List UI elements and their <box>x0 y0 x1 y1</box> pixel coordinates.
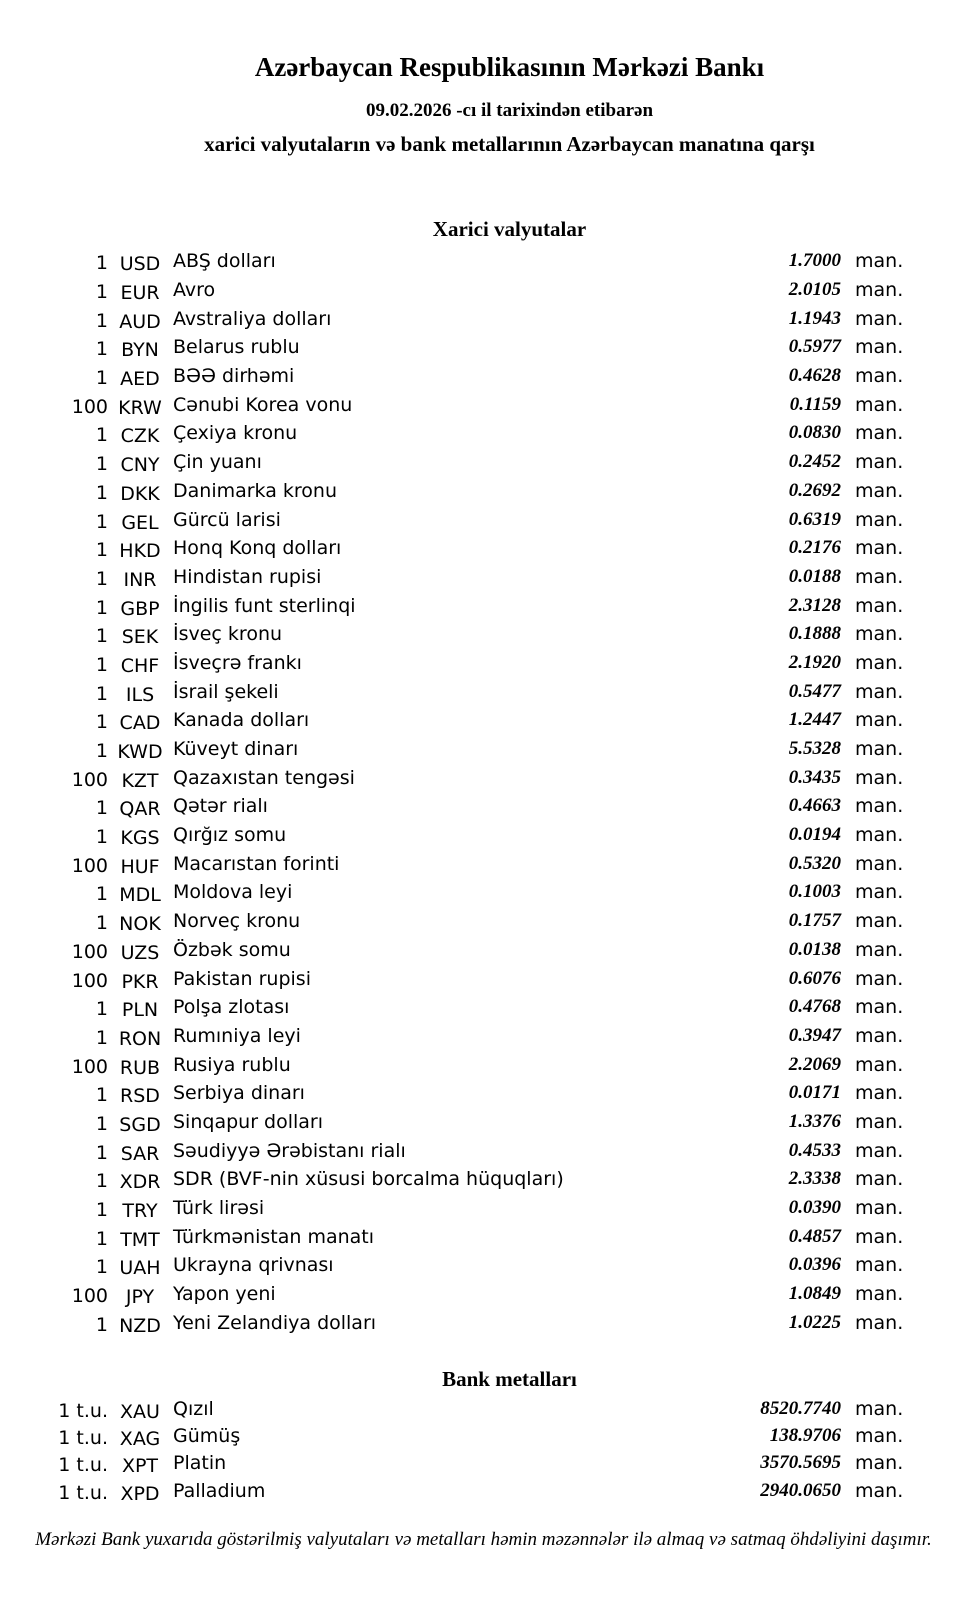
exchange-rate: 0.0194 <box>788 824 841 846</box>
quantity: 1 <box>95 596 108 619</box>
metal-name: Platin <box>173 1452 227 1475</box>
quantity: 1 <box>95 309 108 332</box>
currency-name: Pakistan rupisi <box>173 967 311 990</box>
quantity: 1 <box>95 424 108 447</box>
exchange-rate: 0.5477 <box>788 680 841 702</box>
table-row <box>0 591 967 620</box>
unit-label: man. <box>855 422 904 445</box>
currency-code: QAR <box>119 798 161 821</box>
currency-name: Türk lirəsi <box>173 1197 265 1220</box>
exchange-rate: 8520.7740 <box>760 1397 841 1419</box>
unit-label: man. <box>855 1110 904 1133</box>
unit-label: man. <box>855 279 904 302</box>
currency-code: KRW <box>118 396 162 419</box>
currency-name: Yeni Zelandiya dolları <box>173 1311 377 1334</box>
metal-name: Palladium <box>173 1479 266 1502</box>
quantity: 100 <box>71 969 108 992</box>
unit-label: man. <box>855 1283 904 1306</box>
table-row <box>0 620 967 649</box>
exchange-rate: 1.0225 <box>788 1311 841 1333</box>
currency-name: Rusiya rublu <box>173 1053 291 1076</box>
exchange-rate: 0.2452 <box>788 451 841 473</box>
table-row <box>0 1136 967 1165</box>
currency-name: Kanada dolları <box>173 709 310 732</box>
exchange-rate: 0.6319 <box>788 508 841 530</box>
unit-label: man. <box>855 680 904 703</box>
currency-name: İsveç kronu <box>173 623 283 646</box>
currency-code: SEK <box>121 626 159 649</box>
table-row <box>0 362 967 391</box>
table-row <box>0 390 967 419</box>
currency-code: PLN <box>121 999 159 1022</box>
currency-code: GBP <box>120 597 160 620</box>
exchange-rate: 2.0105 <box>788 279 841 301</box>
table-row <box>0 419 967 448</box>
currency-code: NZD <box>119 1314 161 1337</box>
table-row <box>0 649 967 678</box>
quantity: 1 t.u. <box>58 1427 108 1450</box>
currency-name: Avro <box>173 279 216 302</box>
table-row <box>0 247 967 276</box>
unit-label: man. <box>855 910 904 933</box>
table-row <box>0 677 967 706</box>
currency-code: PKR <box>121 970 159 993</box>
currency-name: Küveyt dinarı <box>173 738 299 761</box>
table-row <box>0 1450 967 1477</box>
currency-code: AED <box>120 368 160 391</box>
table-row <box>0 563 967 592</box>
table-row <box>0 1165 967 1194</box>
exchange-rate: 0.4768 <box>788 996 841 1018</box>
currency-name: Serbiya dinarı <box>173 1082 305 1105</box>
table-row <box>0 1477 967 1504</box>
table-row <box>0 792 967 821</box>
unit-label: man. <box>855 967 904 990</box>
currency-code: CAD <box>119 712 161 735</box>
currency-name: ABŞ dolları <box>173 250 276 273</box>
table-row <box>0 849 967 878</box>
metal-name: Gümüş <box>173 1425 241 1448</box>
unit-label: man. <box>855 250 904 273</box>
table-row <box>0 505 967 534</box>
quantity: 100 <box>71 395 108 418</box>
currency-name: Qırğız somu <box>173 824 287 847</box>
currency-name: İsveçrə frankı <box>173 651 302 674</box>
quantity: 100 <box>71 1285 108 1308</box>
quantity: 100 <box>71 1055 108 1078</box>
table-row <box>0 936 967 965</box>
currency-code: NOK <box>119 913 161 936</box>
currencies-section-title: Xarici valyutalar <box>432 217 587 241</box>
table-row <box>0 304 967 333</box>
exchange-rate: 0.3947 <box>788 1024 841 1046</box>
currency-code: GEL <box>121 511 159 534</box>
exchange-rate: 3570.5695 <box>760 1452 841 1474</box>
quantity: 100 <box>71 768 108 791</box>
currency-code: SAR <box>120 1142 160 1165</box>
unit-label: man. <box>855 1139 904 1162</box>
unit-label: man. <box>855 852 904 875</box>
unit-label: man. <box>855 565 904 588</box>
currency-code: HKD <box>119 540 161 563</box>
currency-name: BƏƏ dirhəmi <box>173 365 295 388</box>
exchange-rate: 2940.0650 <box>760 1479 841 1501</box>
currency-code: UZS <box>120 941 160 964</box>
table-row <box>0 448 967 477</box>
quantity: 1 <box>95 453 108 476</box>
currency-code: RSD <box>120 1085 160 1108</box>
exchange-rate: 0.4533 <box>788 1139 841 1161</box>
exchange-rate: 2.2069 <box>788 1053 841 1075</box>
table-row <box>0 735 967 764</box>
unit-label: man. <box>855 451 904 474</box>
quantity: 1 <box>95 740 108 763</box>
unit-label: man. <box>855 1197 904 1220</box>
currency-code: USD <box>119 253 161 276</box>
quantity: 1 <box>95 826 108 849</box>
currency-code: INR <box>123 568 157 591</box>
table-row <box>0 821 967 850</box>
currency-name: Hindistan rupisi <box>173 565 322 588</box>
exchange-rate: 0.5320 <box>788 852 841 874</box>
table-row <box>0 878 967 907</box>
exchange-rate: 0.0138 <box>788 938 841 960</box>
exchange-rate: 0.4628 <box>788 365 841 387</box>
currency-name: Macarıstan forinti <box>173 852 340 875</box>
quantity: 1 <box>95 539 108 562</box>
currency-name: Türkmənistan manatı <box>173 1225 375 1248</box>
unit-label: man. <box>855 1225 904 1248</box>
currency-name: Norveç kronu <box>173 910 301 933</box>
effective-date: 09.02.2026 -cı il tarixindən etibarən <box>365 100 654 121</box>
unit-label: man. <box>855 365 904 388</box>
currency-name: Ukrayna qrivnası <box>173 1254 334 1277</box>
currency-code: XDR <box>119 1171 161 1194</box>
table-row <box>0 1251 967 1280</box>
unit-label: man. <box>855 307 904 330</box>
unit-label: man. <box>855 651 904 674</box>
metal-code: XPD <box>120 1482 160 1505</box>
table-row <box>0 477 967 506</box>
unit-label: man. <box>855 1024 904 1047</box>
currency-name: Cənubi Korea vonu <box>173 393 353 416</box>
table-row <box>0 276 967 305</box>
exchange-rate: 0.0171 <box>788 1082 841 1104</box>
quantity: 1 <box>95 1112 108 1135</box>
currency-code: MDL <box>119 884 161 907</box>
exchange-rate: 0.1757 <box>788 910 841 932</box>
unit-label: man. <box>855 1082 904 1105</box>
currency-name: Danimarka kronu <box>173 479 338 502</box>
unit-label: man. <box>855 1254 904 1277</box>
quantity: 1 <box>95 625 108 648</box>
currency-code: EUR <box>120 282 160 305</box>
unit-label: man. <box>855 537 904 560</box>
table-row <box>0 1022 967 1051</box>
unit-label: man. <box>855 594 904 617</box>
quantity: 1 t.u. <box>58 1481 108 1504</box>
quantity: 1 <box>95 653 108 676</box>
quantity: 1 <box>95 1199 108 1222</box>
table-row <box>0 907 967 936</box>
exchange-rate: 0.5977 <box>788 336 841 358</box>
table-row <box>0 1050 967 1079</box>
currency-name: Gürcü larisi <box>173 508 281 531</box>
exchange-rate: 1.2447 <box>788 709 841 731</box>
unit-label: man. <box>855 1425 904 1448</box>
currency-name: Polşa zlotası <box>173 996 290 1019</box>
exchange-rate: 0.1159 <box>789 393 841 415</box>
exchange-rate: 0.4857 <box>788 1225 841 1247</box>
currency-name: Səudiyyə Ərəbistanı rialı <box>173 1139 406 1162</box>
table-row <box>0 1308 967 1337</box>
exchange-rate: 0.3435 <box>788 766 841 788</box>
unit-label: man. <box>855 1452 904 1475</box>
currency-code: BYN <box>121 339 159 362</box>
page-title: Azərbaycan Respublikasının Mərkəzi Bankı <box>254 52 765 82</box>
exchange-rate: 0.0390 <box>788 1197 841 1219</box>
disclaimer-text: Mərkəzi Bank yuxarıda göstərilmiş valyutaları və metalları həmin məzənnələr ilə almaq və satmaq öhdəliyini daşımır. <box>35 1529 932 1550</box>
metal-code: XAU <box>120 1400 160 1423</box>
currency-name: Moldova leyi <box>173 881 293 904</box>
quantity: 1 <box>95 1227 108 1250</box>
table-row <box>0 333 967 362</box>
unit-label: man. <box>855 1479 904 1502</box>
metal-code: XPT <box>121 1455 159 1478</box>
unit-label: man. <box>855 1311 904 1334</box>
quantity: 1 <box>95 998 108 1021</box>
currency-code: KWD <box>117 741 163 764</box>
exchange-rate: 0.2176 <box>788 537 841 559</box>
unit-label: man. <box>855 508 904 531</box>
quantity: 1 <box>95 281 108 304</box>
currency-code: CHF <box>120 654 160 677</box>
currency-name: Avstraliya dolları <box>173 307 332 330</box>
quantity: 1 <box>95 682 108 705</box>
unit-label: man. <box>855 996 904 1019</box>
exchange-rate: 1.7000 <box>788 250 841 272</box>
quantity: 1 <box>95 912 108 935</box>
currency-code: HUF <box>120 855 160 878</box>
metals-section-title: Bank metalları <box>442 1367 577 1391</box>
currency-name: Honq Konq dolları <box>173 537 342 560</box>
quantity: 1 <box>95 711 108 734</box>
currency-code: TRY <box>122 1200 158 1223</box>
currency-name: SDR (BVF-nin xüsusi borcalma hüquqları) <box>173 1168 564 1191</box>
unit-label: man. <box>855 881 904 904</box>
quantity: 100 <box>71 854 108 877</box>
exchange-rate: 1.0849 <box>788 1283 841 1305</box>
currency-name: Yapon yeni <box>173 1283 276 1306</box>
metals-table <box>0 1395 967 1505</box>
unit-label: man. <box>855 1053 904 1076</box>
currency-name: Qətər rialı <box>173 795 268 818</box>
unit-label: man. <box>855 938 904 961</box>
unit-label: man. <box>855 393 904 416</box>
exchange-rate: 0.0830 <box>788 422 841 444</box>
unit-label: man. <box>855 795 904 818</box>
unit-label: man. <box>855 1168 904 1191</box>
currency-name: İsrail şekeli <box>173 680 279 703</box>
currency-code: AUD <box>119 310 161 333</box>
currencies-table <box>0 247 967 1337</box>
quantity: 1 <box>95 510 108 533</box>
currency-name: Özbək somu <box>173 938 291 961</box>
exchange-rate: 0.0396 <box>788 1254 841 1276</box>
currency-code: CZK <box>120 425 160 448</box>
table-row <box>0 534 967 563</box>
unit-label: man. <box>855 1397 904 1420</box>
currency-name: Belarus rublu <box>173 336 300 359</box>
exchange-rate: 138.9706 <box>769 1425 841 1447</box>
currency-name: İngilis funt sterlinqi <box>173 594 356 617</box>
exchange-rate: 0.1003 <box>788 881 841 903</box>
exchange-rate: 1.3376 <box>788 1110 841 1132</box>
currency-code: KZT <box>121 769 159 792</box>
currency-code: ILS <box>125 683 155 706</box>
currency-code: RUB <box>119 1056 161 1079</box>
currency-code: UAH <box>119 1257 161 1280</box>
table-row <box>0 993 967 1022</box>
currency-code: CNY <box>120 454 160 477</box>
currency-name: Rumıniya leyi <box>173 1024 301 1047</box>
table-row <box>0 706 967 735</box>
exchange-rate: 2.3128 <box>788 594 841 616</box>
table-row <box>0 964 967 993</box>
exchange-rate: 0.4663 <box>788 795 841 817</box>
table-row <box>0 1079 967 1108</box>
currency-code: JPY <box>125 1286 155 1309</box>
unit-label: man. <box>855 479 904 502</box>
table-row <box>0 1395 967 1422</box>
unit-label: man. <box>855 336 904 359</box>
table-row <box>0 1108 967 1137</box>
quantity: 1 <box>95 1170 108 1193</box>
currency-code: KGS <box>120 827 160 850</box>
table-row <box>0 1422 967 1449</box>
quantity: 1 <box>95 797 108 820</box>
exchange-rate: 5.5328 <box>788 738 841 760</box>
quantity: 1 <box>95 367 108 390</box>
quantity: 1 <box>95 1256 108 1279</box>
quantity: 1 <box>95 338 108 361</box>
page-subtitle: xarici valyutaların və bank metallarının Azərbaycan manatına qarşı <box>204 132 815 156</box>
currency-name: Sinqapur dolları <box>173 1110 324 1133</box>
metal-name: Qızıl <box>173 1397 214 1420</box>
exchange-rate: 0.0188 <box>788 565 841 587</box>
metal-code: XAG <box>119 1428 161 1451</box>
exchange-rate: 2.3338 <box>788 1168 841 1190</box>
currency-name: Çexiya kronu <box>173 422 298 445</box>
unit-label: man. <box>855 738 904 761</box>
currency-name: Çin yuanı <box>173 451 262 474</box>
quantity: 1 <box>95 252 108 275</box>
currency-code: DKK <box>120 482 160 505</box>
quantity: 1 <box>95 883 108 906</box>
exchange-rate: 0.6076 <box>788 967 841 989</box>
quantity: 1 <box>95 1026 108 1049</box>
quantity: 1 <box>95 481 108 504</box>
unit-label: man. <box>855 623 904 646</box>
currency-code: RON <box>118 1027 162 1050</box>
quantity: 1 <box>95 1313 108 1336</box>
quantity: 100 <box>71 940 108 963</box>
exchange-rate: 2.1920 <box>788 651 841 673</box>
currency-code: SGD <box>119 1113 161 1136</box>
table-row <box>0 763 967 792</box>
quantity: 1 <box>95 1084 108 1107</box>
table-row <box>0 1222 967 1251</box>
exchange-rate: 0.1888 <box>788 623 841 645</box>
unit-label: man. <box>855 824 904 847</box>
exchange-rate: 0.2692 <box>788 479 841 501</box>
currency-code: TMT <box>120 1228 160 1251</box>
unit-label: man. <box>855 766 904 789</box>
quantity: 1 t.u. <box>58 1454 108 1477</box>
currency-name: Qazaxıstan tengəsi <box>173 766 355 789</box>
quantity: 1 <box>95 1141 108 1164</box>
table-row <box>0 1280 967 1309</box>
table-row <box>0 1194 967 1223</box>
unit-label: man. <box>855 709 904 732</box>
quantity: 1 <box>95 567 108 590</box>
exchange-rate: 1.1943 <box>788 307 841 329</box>
quantity: 1 t.u. <box>58 1399 108 1422</box>
